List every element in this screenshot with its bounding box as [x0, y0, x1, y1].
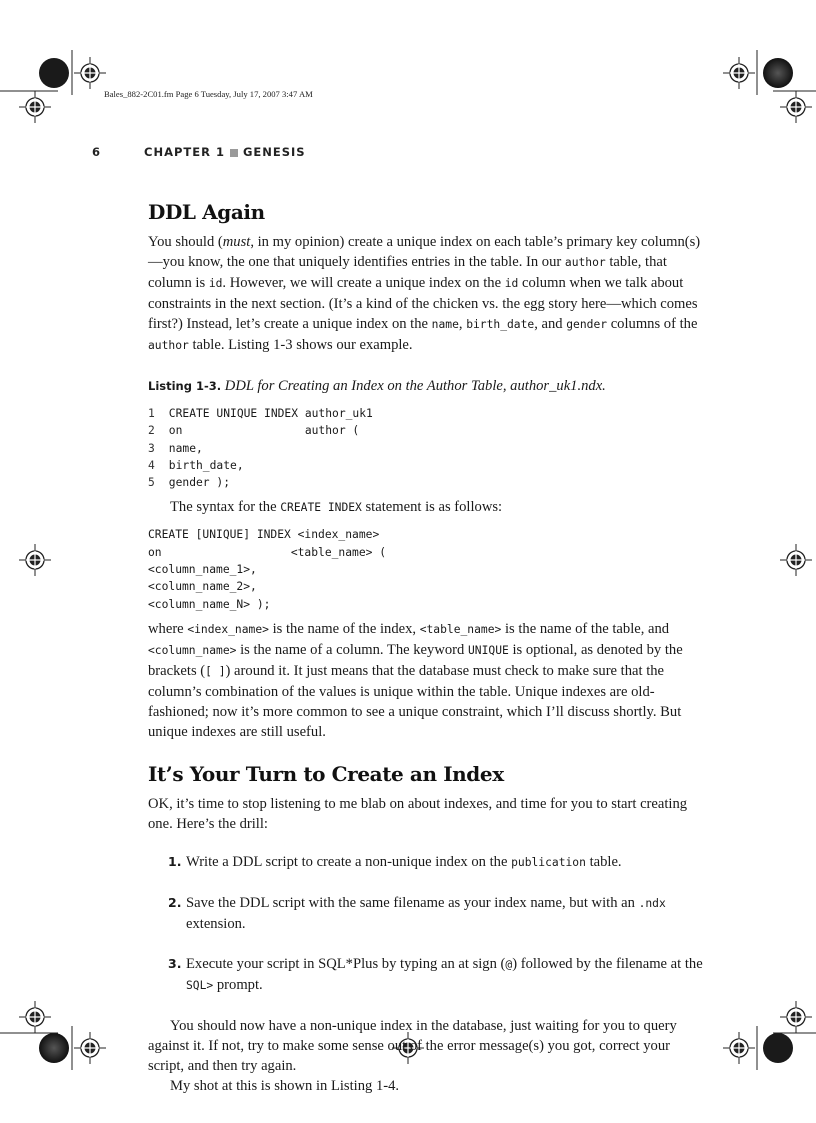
text-run: is the name of a column. The keyword [236, 641, 468, 658]
step-list [148, 852, 708, 996]
inline-code: birth_date [466, 318, 535, 331]
inline-code: <table_name> [419, 622, 502, 636]
text-run: table. [585, 853, 622, 870]
registration-target-icon [74, 1032, 106, 1064]
corner-dot-icon [763, 58, 793, 88]
code-line: <column_name_N> ); [148, 597, 271, 611]
inline-code: <index_name> [187, 622, 269, 636]
code-line [148, 457, 708, 474]
text-run: Save the DDL script with the same filename as your index name, but with an [186, 894, 639, 911]
step-number: 1. [168, 853, 182, 869]
registration-target-icon [74, 57, 106, 89]
code-line: CREATE [UNIQUE] INDEX <index_name> [148, 528, 380, 542]
registration-target-icon [723, 1032, 755, 1064]
code-text: birth_date, [162, 458, 244, 472]
inline-code: SQL> [186, 978, 214, 992]
inline-code: publication [511, 855, 586, 869]
registration-target-icon [19, 544, 51, 576]
text-run: table. Listing 1-3 shows our example. [188, 337, 413, 353]
text-run: ) followed by the filename at the [512, 955, 703, 972]
inline-code: author [148, 339, 189, 352]
text-run: My shot at this is shown in Listing 1-4. [170, 1077, 400, 1094]
inline-code: UNIQUE [467, 643, 509, 657]
section-heading: DDL Again [148, 200, 265, 224]
line-number: 5 [148, 476, 155, 490]
line-number: 4 [148, 458, 155, 472]
syntax-block [148, 526, 708, 612]
step-item [168, 893, 708, 934]
code-line: <column_name_2>, [148, 580, 257, 594]
corner-dot-icon [39, 58, 69, 88]
code-text: name, [162, 441, 203, 455]
text-run: . However, we will create a unique index on the [222, 275, 505, 291]
file-slug: Bales_882-2C01.fm Page 6 Tuesday, July 17, 2007 3:47 AM [104, 89, 313, 99]
text-run: table, that column is [148, 254, 667, 291]
page-body [148, 200, 708, 1096]
text-run: , in my opinion) create a unique index on each table’s primary key column(s)—you know, the one that uniquely identifies entries in the table. In our [148, 234, 701, 270]
text-run: is the name of the index, [268, 620, 420, 637]
registration-target-icon [723, 57, 755, 89]
text-run: You should now have a non-unique index in the database, just waiting for you to query against it. If not, try to make some sense out of the error message(s) you got, correct your script, and then try again. [148, 1017, 677, 1074]
code-line [148, 405, 708, 422]
code-text: gender ); [162, 476, 231, 490]
text-run: is optional, as denoted by the brackets ( [148, 641, 683, 679]
text-run: prompt. [213, 976, 263, 993]
listing-label: Listing 1-3. [148, 379, 222, 393]
text-run: The syntax for the [170, 499, 281, 516]
inline-code: .ndx [638, 896, 666, 910]
code-line [148, 422, 708, 439]
paragraph [148, 619, 708, 742]
step-item [168, 852, 708, 873]
page-number: 6 [92, 145, 102, 159]
line-number: 3 [148, 441, 155, 455]
registration-target-icon [19, 91, 51, 123]
inline-code: [ ] [205, 664, 226, 678]
corner-dot-icon [763, 1033, 793, 1063]
code-line [148, 474, 708, 491]
text-run: is the name of the table, and [501, 620, 670, 637]
text-run: You should ( [148, 234, 223, 250]
text-run: , and [534, 316, 567, 332]
step-number: 2. [168, 894, 182, 910]
text-run: Write a DDL script to create a non-unique index on the [186, 853, 512, 870]
line-number: 2 [148, 424, 155, 438]
text-run: statement is as follows: [361, 499, 503, 516]
chapter-label: CHAPTER 1 [144, 145, 225, 159]
emphasis: must [222, 234, 251, 250]
text-run: Execute your script in SQL*Plus by typing an at sign ( [186, 955, 506, 972]
text-run: columns of the [607, 316, 698, 332]
inline-code: @ [505, 957, 513, 971]
inline-code: id [504, 277, 519, 290]
paragraph [148, 1076, 708, 1096]
inline-code: id [208, 277, 223, 290]
inline-code: <column_name> [148, 643, 237, 657]
inline-code: name [431, 318, 459, 331]
separator-square-icon [230, 149, 238, 157]
listing-title: DDL for Creating an Index on the Author Table, author_uk1.ndx. [224, 378, 606, 394]
inline-code: CREATE INDEX [280, 501, 362, 515]
listing-caption [148, 378, 708, 395]
registration-target-icon [780, 544, 812, 576]
inline-code: gender [566, 318, 608, 331]
registration-target-icon [780, 91, 812, 123]
step-number: 3. [168, 955, 182, 971]
chapter-title: GENESIS [242, 145, 306, 159]
registration-target-icon [19, 1001, 51, 1033]
text-run: extension. [186, 915, 246, 932]
paragraph [148, 497, 708, 518]
corner-dot-icon [39, 1033, 69, 1063]
paragraph [148, 794, 708, 834]
text-run: , [458, 316, 467, 332]
text-run: column when we talk about constraints in the next section. (It’s a kind of the chicken vs. the egg story here—which comes first?) Instead, let’s create a unique index on the [148, 275, 698, 332]
code-text: on author ( [162, 424, 360, 438]
code-line: <column_name_1>, [148, 563, 257, 577]
step-item [168, 954, 708, 996]
inline-code: author [564, 256, 606, 269]
code-listing [148, 405, 708, 491]
paragraph [148, 1016, 708, 1076]
code-line: on <table_name> ( [148, 545, 387, 559]
section-heading: It’s Your Turn to Create an Index [148, 761, 504, 786]
paragraph [148, 232, 708, 356]
text-run: ) around it. It just means that the database must check to make sure that the column’s combination of the values is unique within the table. Unique indexes are old-fashioned; now it’s more common to see a unique constraint, which I’ll discuss shortly. But unique indexes are still useful. [148, 662, 682, 740]
text-run: where [148, 620, 188, 637]
code-text: CREATE UNIQUE INDEX author_uk1 [162, 407, 373, 420]
running-head [92, 145, 306, 159]
line-number: 1 [148, 407, 155, 420]
text-run: OK, it’s time to stop listening to me blab on about indexes, and time for you to start creating one. Here’s the drill: [148, 795, 688, 832]
registration-target-icon [780, 1001, 812, 1033]
code-line [148, 440, 708, 457]
